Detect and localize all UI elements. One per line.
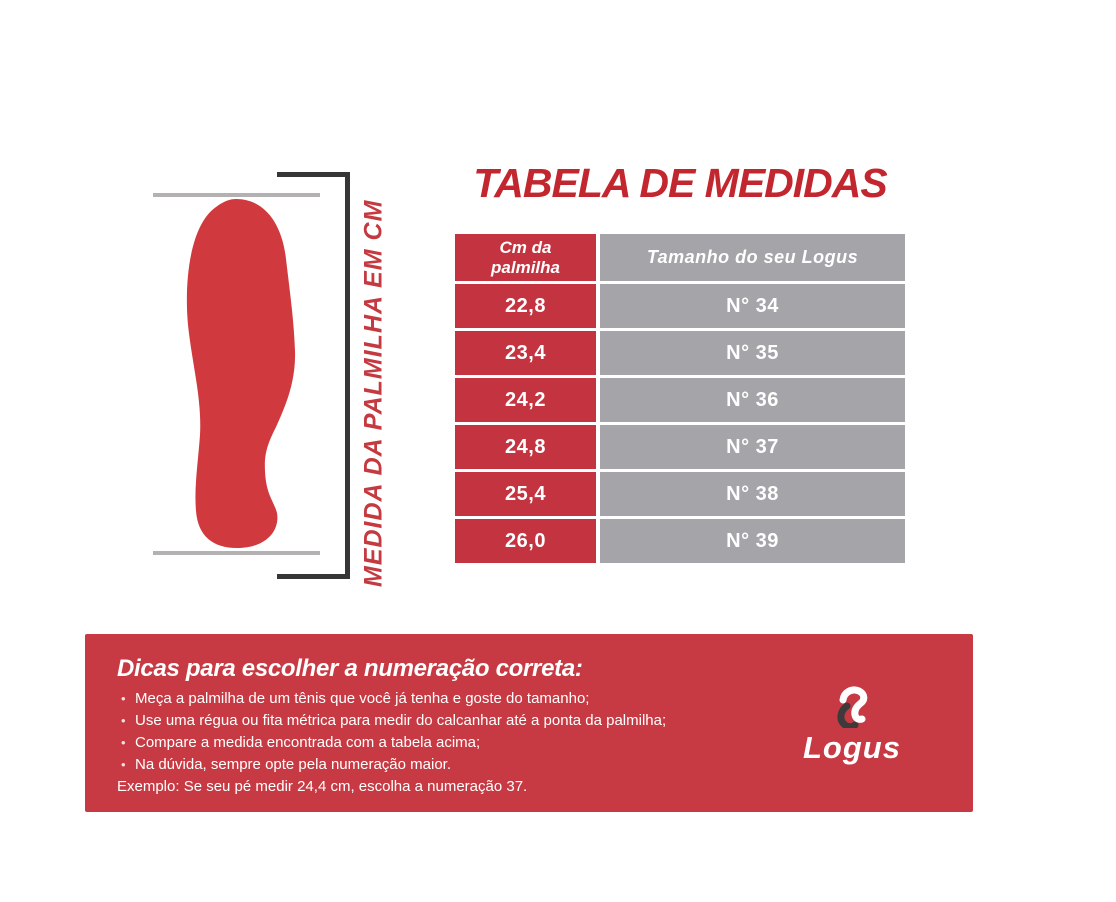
tip-item: • Na dúvida, sempre opte pela numeração maior.: [117, 754, 757, 776]
size-value: N° 34: [600, 284, 905, 328]
tips-list: [117, 688, 757, 798]
cm-value: 24,8: [455, 425, 596, 469]
tips-heading: Dicas para escolher a numeração correta:: [117, 655, 583, 682]
brand-name: Logus: [803, 730, 901, 765]
cm-value: 23,4: [455, 331, 596, 375]
tip-item: • Use uma régua ou fita métrica para medir do calcanhar até a ponta da palmilha;: [117, 710, 757, 732]
size-value: N° 38: [600, 472, 905, 516]
measure-bracket-bottom-tick: [277, 574, 347, 579]
brand-logo: [767, 686, 937, 766]
size-value: N° 36: [600, 378, 905, 422]
tips-banner: [85, 634, 973, 812]
measure-bracket-top-tick: [277, 172, 347, 177]
header-cm-column: Cm da palmilha: [455, 234, 596, 281]
tip-item: • Compare a medida encontrada com a tabela acima;: [117, 732, 757, 754]
size-table: [455, 234, 905, 566]
cm-value: 24,2: [455, 378, 596, 422]
logus-logo-icon: [834, 686, 870, 728]
size-table-title: TABELA DE MEDIDAS: [473, 160, 887, 206]
table-row: [455, 331, 905, 375]
cm-value: 25,4: [455, 472, 596, 516]
table-row: [455, 378, 905, 422]
table-row: [455, 472, 905, 516]
table-row: [455, 519, 905, 563]
insole-measure-label: MEDIDA DA PALMILHA EM CM: [359, 199, 388, 587]
heel-guide-line: [153, 551, 320, 555]
table-row: [455, 425, 905, 469]
size-value: N° 35: [600, 331, 905, 375]
tips-example: Exemplo: Se seu pé medir 24,4 cm, escolha a numeração 37.: [117, 778, 528, 795]
table-row: [455, 284, 905, 328]
cm-value: 26,0: [455, 519, 596, 563]
insole-silhouette: [172, 197, 300, 549]
tip-item: • Meça a palmilha de um tênis que você já tenha e goste do tamanho;: [117, 688, 757, 710]
cm-value: 22,8: [455, 284, 596, 328]
size-value: N° 37: [600, 425, 905, 469]
size-value: N° 39: [600, 519, 905, 563]
toe-guide-line: [153, 193, 320, 197]
header-size-column: Tamanho do seu Logus: [600, 234, 905, 281]
size-table-header-row: [455, 234, 905, 281]
